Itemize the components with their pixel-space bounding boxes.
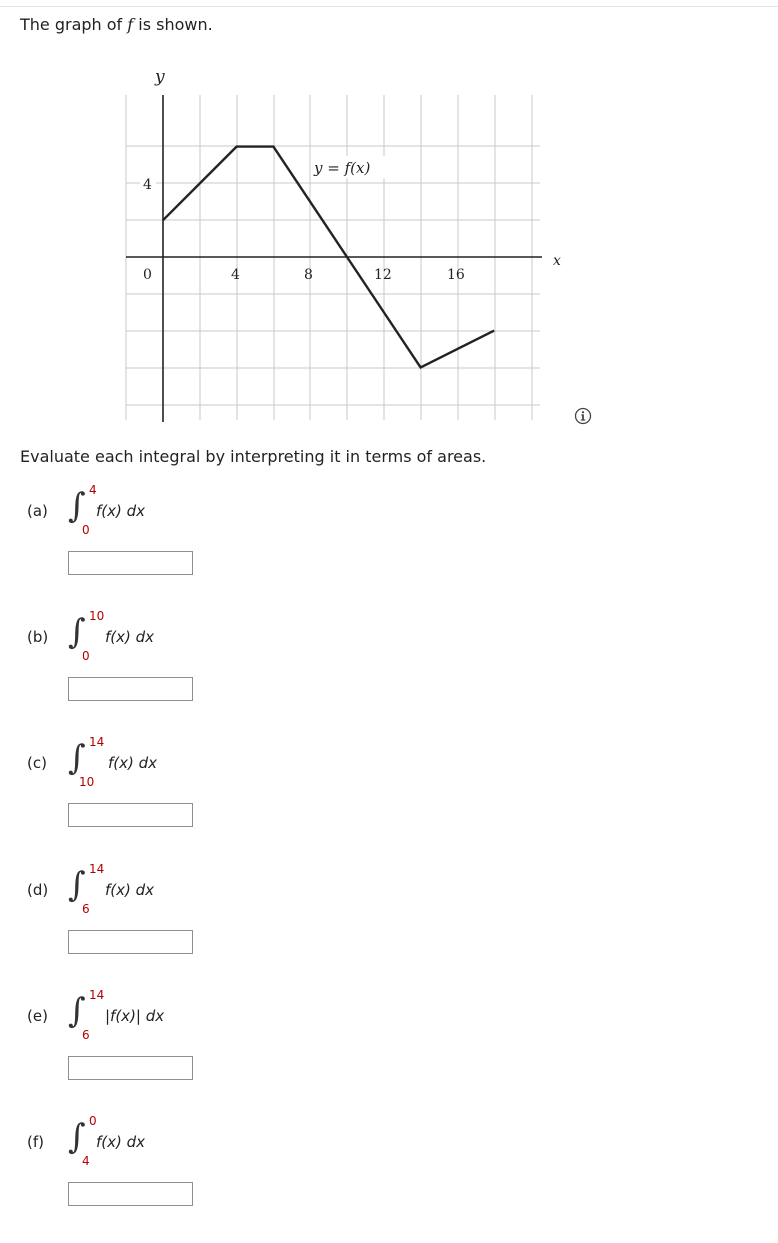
info-icon[interactable]	[574, 407, 592, 425]
integral-sign-icon: ∫	[68, 738, 86, 778]
part-label: (d)	[27, 881, 49, 899]
x-tick-8: 8	[304, 267, 313, 283]
part-label: (c)	[27, 754, 47, 772]
part-label: (b)	[27, 628, 49, 646]
intro-suffix: is shown.	[133, 15, 213, 34]
x-tick-16: 16	[447, 267, 465, 283]
curve-label: y = f(x)	[314, 159, 371, 177]
intro-fname: f	[127, 15, 134, 34]
integral-sign-icon: ∫	[68, 865, 86, 905]
integrand: f(x) dx	[96, 502, 146, 520]
upper-bound: 14	[89, 988, 105, 1002]
answer-input-c[interactable]	[68, 803, 193, 827]
integral-sign-icon: ∫	[68, 612, 86, 652]
answer-input-f[interactable]	[68, 1182, 193, 1206]
part-label: (a)	[27, 502, 48, 520]
intro-prefix: The graph of	[20, 15, 128, 34]
lower-bound: 10	[79, 775, 95, 789]
integrand: f(x) dx	[96, 1133, 146, 1151]
answer-input-b[interactable]	[68, 677, 193, 701]
intro-text	[20, 15, 213, 34]
x-tick-4: 4	[231, 267, 240, 283]
answer-input-d[interactable]	[68, 930, 193, 954]
upper-bound: 4	[89, 483, 97, 497]
upper-bound: 10	[89, 609, 105, 623]
upper-bound: 0	[89, 1114, 97, 1128]
part-label: (e)	[27, 1007, 48, 1025]
top-divider	[0, 6, 778, 7]
integrand: f(x) dx	[105, 881, 155, 899]
lower-bound: 6	[82, 902, 90, 916]
instructions: Evaluate each integral by interpreting it in terms of areas.	[20, 447, 487, 466]
y-axis-label: y	[155, 67, 165, 87]
x-tick-0: 0	[143, 267, 152, 283]
answer-input-a[interactable]	[68, 551, 193, 575]
integral-sign-icon: ∫	[68, 486, 86, 526]
part-label: (f)	[27, 1133, 44, 1151]
x-tick-12: 12	[374, 267, 392, 283]
lower-bound: 0	[82, 649, 90, 663]
part-d	[0, 859, 778, 969]
part-f	[0, 1111, 778, 1221]
integrand: |f(x)| dx	[105, 1007, 165, 1025]
upper-bound: 14	[89, 735, 105, 749]
integral-sign-icon: ∫	[68, 1117, 86, 1157]
function-graph	[100, 60, 570, 430]
part-e	[0, 985, 778, 1095]
y-tick-4: 4	[143, 177, 152, 193]
lower-bound: 4	[82, 1154, 90, 1168]
lower-bound: 6	[82, 1028, 90, 1042]
integral-sign-icon: ∫	[68, 991, 86, 1031]
part-c	[0, 732, 778, 842]
integrand: f(x) dx	[105, 628, 155, 646]
integrand: f(x) dx	[108, 754, 158, 772]
axes	[126, 95, 542, 422]
upper-bound: 14	[89, 862, 105, 876]
part-a	[0, 480, 778, 590]
x-axis-label: x	[553, 253, 561, 269]
answer-input-e[interactable]	[68, 1056, 193, 1080]
lower-bound: 0	[82, 523, 90, 537]
part-b	[0, 606, 778, 716]
